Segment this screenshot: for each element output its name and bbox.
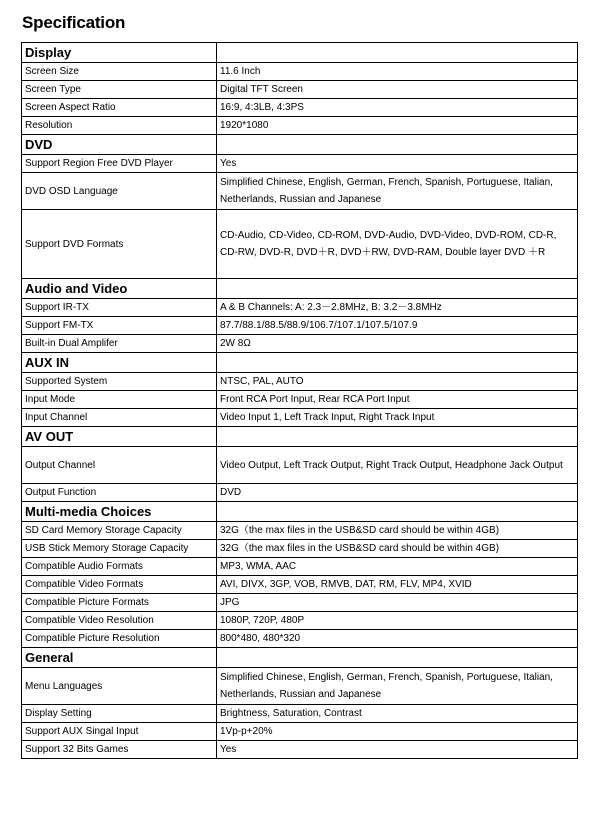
spec-value: 1Vp-p+20% xyxy=(217,723,578,741)
spec-label: Screen Type xyxy=(22,81,217,99)
spec-row xyxy=(22,484,578,502)
spec-label: DVD OSD Language xyxy=(22,173,217,210)
spec-value: Yes xyxy=(217,155,578,173)
spec-value: Video Output, Left Track Output, Right Track Output, Headphone Jack Output xyxy=(217,447,578,484)
spec-label: USB Stick Memory Storage Capacity xyxy=(22,540,217,558)
spec-value: AVI, DIVX, 3GP, VOB, RMVB, DAT, RM, FLV, MP4, XVID xyxy=(217,576,578,594)
spec-row xyxy=(22,723,578,741)
spec-label: Screen Aspect Ratio xyxy=(22,99,217,117)
spec-value: DVD xyxy=(217,484,578,502)
spec-row xyxy=(22,705,578,723)
spec-label: Support DVD Formats xyxy=(22,210,217,279)
section-title: Audio and Video xyxy=(22,279,217,299)
spec-row xyxy=(22,391,578,409)
section-title-blank-cell xyxy=(217,502,578,522)
section-header-row xyxy=(22,279,578,299)
spec-value: Yes xyxy=(217,741,578,759)
spec-row xyxy=(22,576,578,594)
spec-row xyxy=(22,741,578,759)
spec-label: Supported System xyxy=(22,373,217,391)
spec-row xyxy=(22,173,578,210)
section-header-row xyxy=(22,135,578,155)
section-header-row xyxy=(22,353,578,373)
spec-row xyxy=(22,447,578,484)
spec-row xyxy=(22,299,578,317)
spec-label: Support Region Free DVD Player xyxy=(22,155,217,173)
section-title-blank-cell xyxy=(217,43,578,63)
spec-row xyxy=(22,558,578,576)
spec-label: Input Mode xyxy=(22,391,217,409)
spec-label: Screen Size xyxy=(22,63,217,81)
spec-row xyxy=(22,612,578,630)
spec-label: SD Card Memory Storage Capacity xyxy=(22,522,217,540)
spec-label: Support AUX Singal Input xyxy=(22,723,217,741)
spec-value: Simplified Chinese, English, German, French, Spanish, Portuguese, Italian, Netherlands, Russian and Japanese xyxy=(217,173,578,210)
section-title-blank-cell xyxy=(217,427,578,447)
spec-label: Support 32 Bits Games xyxy=(22,741,217,759)
spec-row xyxy=(22,668,578,705)
section-title: General xyxy=(22,648,217,668)
spec-label: Input Channel xyxy=(22,409,217,427)
section-header-row xyxy=(22,502,578,522)
section-title-blank-cell xyxy=(217,135,578,155)
section-header-row xyxy=(22,43,578,63)
spec-row xyxy=(22,117,578,135)
spec-row xyxy=(22,335,578,353)
spec-value: JPG xyxy=(217,594,578,612)
spec-value: NTSC, PAL, AUTO xyxy=(217,373,578,391)
spec-label: Menu Languages xyxy=(22,668,217,705)
spec-row xyxy=(22,99,578,117)
section-title: Multi-media Choices xyxy=(22,502,217,522)
spec-value: MP3, WMA, AAC xyxy=(217,558,578,576)
spec-value: 16:9, 4:3LB, 4:3PS xyxy=(217,99,578,117)
specification-table xyxy=(21,42,578,759)
spec-value: Brightness, Saturation, Contrast xyxy=(217,705,578,723)
spec-label: Support IR-TX xyxy=(22,299,217,317)
section-title-blank-cell xyxy=(217,648,578,668)
spec-label: Built-in Dual Amplifer xyxy=(22,335,217,353)
spec-row xyxy=(22,522,578,540)
spec-label: Compatible Picture Resolution xyxy=(22,630,217,648)
spec-value: 2W 8Ω xyxy=(217,335,578,353)
page-title: Specification xyxy=(22,13,126,32)
spec-row xyxy=(22,81,578,99)
spec-row xyxy=(22,63,578,81)
section-header-row xyxy=(22,648,578,668)
spec-label: Resolution xyxy=(22,117,217,135)
spec-value: Digital TFT Screen xyxy=(217,81,578,99)
spec-label: Compatible Audio Formats xyxy=(22,558,217,576)
spec-row xyxy=(22,210,578,279)
spec-value: 1080P, 720P, 480P xyxy=(217,612,578,630)
spec-value: Simplified Chinese, English, German, French, Spanish, Portuguese, Italian, Netherlands, Russian and Japanese xyxy=(217,668,578,705)
spec-row xyxy=(22,373,578,391)
spec-label: Compatible Picture Formats xyxy=(22,594,217,612)
spec-row xyxy=(22,540,578,558)
spec-value: 32G（the max files in the USB&SD card should be within 4GB) xyxy=(217,540,578,558)
spec-value: Video Input 1, Left Track Input, Right Track Input xyxy=(217,409,578,427)
spec-label: Support FM-TX xyxy=(22,317,217,335)
spec-value: A & B Channels: A: 2.3－2.8MHz, B: 3.2－3.8MHz xyxy=(217,299,578,317)
section-title-blank-cell xyxy=(217,353,578,373)
spec-row xyxy=(22,317,578,335)
spec-row xyxy=(22,630,578,648)
spec-value: 87.7/88.1/88.5/88.9/106.7/107.1/107.5/107.9 xyxy=(217,317,578,335)
section-header-row xyxy=(22,427,578,447)
spec-value: 11.6 Inch xyxy=(217,63,578,81)
section-title-blank-cell xyxy=(217,279,578,299)
section-title: DVD xyxy=(22,135,217,155)
spec-row xyxy=(22,155,578,173)
spec-label: Output Channel xyxy=(22,447,217,484)
spec-label: Output Function xyxy=(22,484,217,502)
spec-row xyxy=(22,409,578,427)
spec-row xyxy=(22,594,578,612)
section-title: Display xyxy=(22,43,217,63)
section-title: AV OUT xyxy=(22,427,217,447)
spec-value: CD-Audio, CD-Video, CD-ROM, DVD-Audio, DVD-Video, DVD-ROM, CD-R, CD-RW, DVD-R, DVD＋R, DVD＋RW, DVD-RAM, Double layer DVD ＋R xyxy=(217,210,578,279)
spec-value: Front RCA Port Input, Rear RCA Port Input xyxy=(217,391,578,409)
spec-value: 800*480, 480*320 xyxy=(217,630,578,648)
spec-value: 32G（the max files in the USB&SD card should be within 4GB) xyxy=(217,522,578,540)
spec-label: Display Setting xyxy=(22,705,217,723)
spec-label: Compatible Video Resolution xyxy=(22,612,217,630)
section-title: AUX IN xyxy=(22,353,217,373)
specification-table-body xyxy=(22,43,578,759)
spec-label: Compatible Video Formats xyxy=(22,576,217,594)
spec-value: 1920*1080 xyxy=(217,117,578,135)
